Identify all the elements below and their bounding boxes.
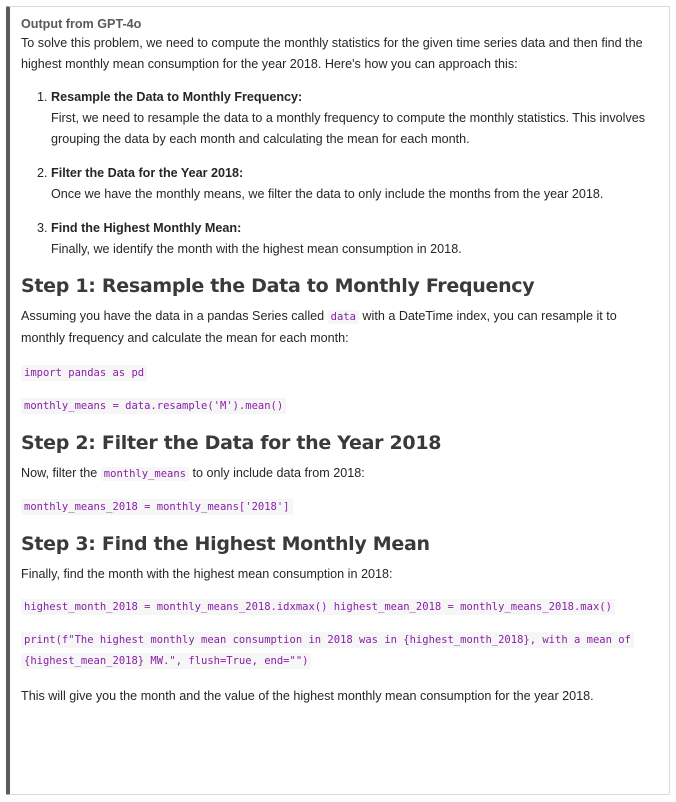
closing-paragraph: This will give you the month and the value of the highest monthly mean consumption for the year 2018.	[21, 689, 594, 703]
list-item-title: 2. Filter the Data for the Year 2018:	[51, 166, 244, 180]
response-card	[6, 6, 670, 795]
step1-paragraph	[21, 306, 659, 349]
step1-text-after: with a DateTime index, you can resample it to monthly frequency and calculate the mean for each month:	[21, 309, 617, 345]
code-block-print	[21, 630, 659, 672]
step2-paragraph	[21, 463, 659, 485]
step3-heading: Step 3: Find the Highest Monthly Mean	[21, 533, 430, 555]
step2-text-after: to only include data from 2018:	[188, 466, 365, 480]
intro-paragraph: To solve this problem, we need to compute the monthly statistics for the given time series data and then find the highest monthly mean consumption for the year 2018. Here's how you can approach this:	[21, 36, 643, 71]
approach-list	[21, 87, 659, 260]
list-item-body: Finally, we identify the month with the highest mean consumption in 2018.	[51, 242, 462, 256]
step3-paragraph: Finally, find the month with the highest mean consumption in 2018:	[21, 567, 393, 581]
step1-heading: Step 1: Resample the Data to Monthly Frequency	[21, 275, 535, 297]
list-item	[51, 87, 659, 150]
code-line: monthly_means = data.resample('M').mean()	[21, 398, 286, 414]
code-line: import pandas as pd	[21, 365, 147, 381]
code-line: highest_month_2018 = monthly_means_2018.idxmax() highest_mean_2018 = monthly_means_2018.max()	[21, 599, 615, 615]
list-item-body: First, we need to resample the data to a monthly frequency to compute the monthly statistics. This involves grouping the data by each month and calculating the mean for each month.	[51, 111, 646, 146]
step1-text-before: Assuming you have the data in a pandas Series called	[21, 309, 328, 323]
code-block-import	[21, 363, 659, 384]
list-item-title: 1. Resample the Data to Monthly Frequency:	[51, 90, 303, 104]
list-item	[51, 163, 659, 205]
source-label: Output from GPT-4o	[21, 17, 142, 31]
step2-text-before: Now, filter the	[21, 466, 101, 480]
code-block-resample	[21, 396, 659, 417]
response-content	[10, 7, 669, 707]
inline-code-monthly-means: monthly_means	[101, 467, 189, 481]
code-line: monthly_means_2018 = monthly_means['2018']	[21, 499, 293, 515]
inline-code-data: data	[328, 310, 359, 324]
list-item-title: 3. Find the Highest Monthly Mean:	[51, 221, 242, 235]
list-item-body: Once we have the monthly means, we filter the data to only include the months from the year 2018.	[51, 187, 604, 201]
code-line: print(f"The highest monthly mean consumption in 2018 was in {highest_month_2018}, with a mean of {highest_mean_2018} MW.", flush=True, end="")	[21, 632, 634, 669]
list-item	[51, 218, 659, 260]
code-block-filter	[21, 497, 659, 518]
step2-heading: Step 2: Filter the Data for the Year 2018	[21, 432, 442, 454]
code-block-idxmax	[21, 597, 659, 618]
